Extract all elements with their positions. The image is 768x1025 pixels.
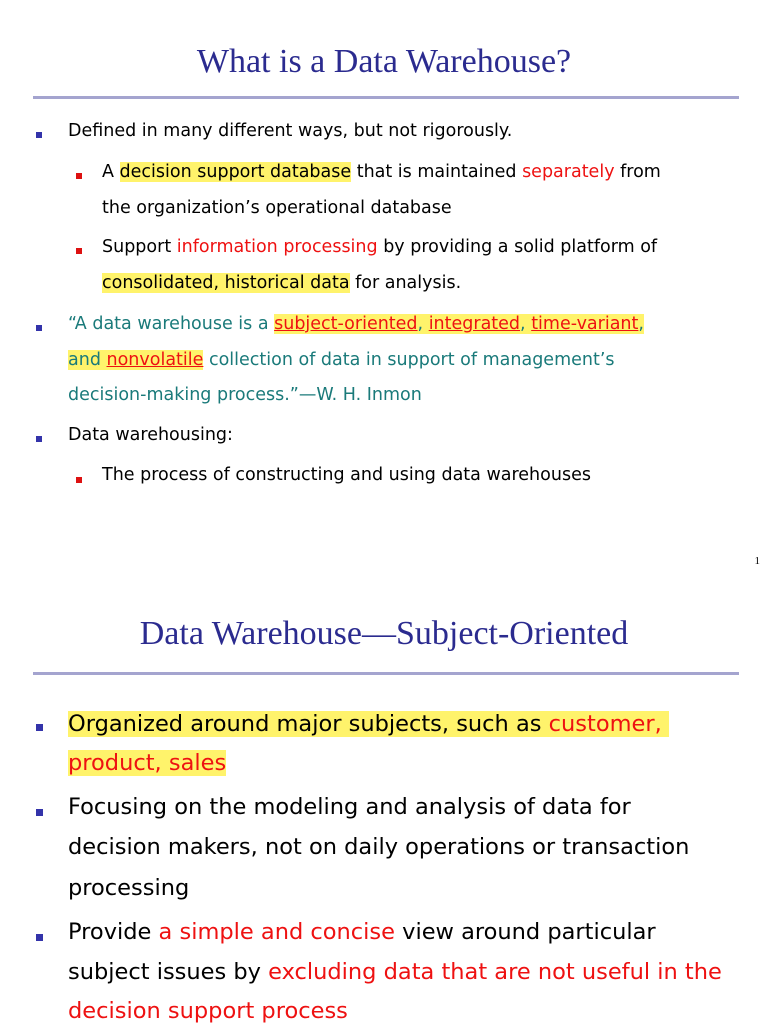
bullet-icon bbox=[36, 436, 42, 442]
bullet-text bbox=[68, 918, 656, 946]
slide-2-title: Data Warehouse—Subject-Oriented bbox=[139, 615, 629, 652]
text-run: Support bbox=[102, 237, 177, 257]
text-run: , bbox=[520, 314, 532, 334]
bullet-icon bbox=[36, 132, 42, 138]
text-run: , bbox=[417, 314, 429, 334]
emphasis-text: information processing bbox=[176, 237, 378, 257]
text-run: for analysis. bbox=[349, 273, 462, 293]
emphasis-text: separately bbox=[522, 162, 615, 182]
bullet-icon bbox=[36, 934, 43, 941]
sub-bullet-text-continued bbox=[102, 272, 461, 294]
sub-bullet-text: The process of constructing and using data warehouses bbox=[102, 465, 591, 485]
sub-bullet-icon bbox=[76, 477, 82, 483]
emphasis-text: customer, bbox=[548, 711, 662, 737]
highlight-text: decision support database bbox=[119, 162, 352, 182]
emphasis-text: subject-oriented bbox=[274, 314, 418, 334]
bullet-text: Defined in many different ways, but not rigorously. bbox=[68, 121, 513, 141]
text-run: and bbox=[68, 350, 107, 370]
sub-bullet-text-continued: the organization’s operational database bbox=[102, 198, 452, 218]
emphasis-text: a simple and concise bbox=[158, 919, 395, 945]
text-run: Provide bbox=[68, 919, 159, 945]
emphasis-text: integrated bbox=[428, 314, 521, 334]
highlight-text: consolidated, historical data bbox=[102, 273, 350, 293]
text-run: view around particular bbox=[394, 919, 656, 945]
text-run: subject issues by bbox=[68, 959, 269, 985]
slide-1-title: What is a Data Warehouse? bbox=[196, 43, 572, 80]
sub-bullet-text bbox=[102, 161, 661, 183]
text-run: from bbox=[614, 162, 661, 182]
highlight-text: product, sales bbox=[68, 750, 227, 776]
bullet-text-continued bbox=[68, 958, 722, 986]
text-run: A bbox=[102, 162, 120, 182]
text-run: , bbox=[638, 314, 644, 334]
slide-2 bbox=[0, 584, 768, 1024]
quote-text bbox=[68, 313, 644, 335]
quote-text-continued: decision-making process.”—W. H. Inmon bbox=[68, 385, 422, 405]
quote-text-continued bbox=[68, 349, 615, 371]
bullet-text: Data warehousing: bbox=[68, 425, 233, 445]
title-rule bbox=[33, 672, 739, 675]
text-run: by providing a solid platform of bbox=[377, 237, 658, 257]
bullet-text: Focusing on the modeling and analysis of data for bbox=[68, 794, 631, 820]
sub-bullet-text bbox=[102, 236, 657, 258]
highlight-text bbox=[68, 711, 669, 737]
bullet-text-continued: processing bbox=[68, 875, 190, 901]
bullet-icon bbox=[36, 325, 42, 331]
title-rule bbox=[33, 96, 739, 99]
sub-bullet-icon bbox=[76, 173, 82, 179]
page-number: 1 bbox=[754, 555, 760, 567]
bullet-text-continued: decision makers, not on daily operations or transaction bbox=[68, 834, 690, 860]
bullet-icon bbox=[36, 809, 43, 816]
emphasis-text: nonvolatile bbox=[106, 350, 204, 370]
bullet-text-continued: decision support process bbox=[68, 998, 348, 1024]
emphasis-text: excluding data that are not useful in the bbox=[268, 959, 722, 985]
text-run: “A data warehouse is a bbox=[68, 314, 275, 334]
bullet-text bbox=[68, 710, 669, 738]
text-run: collection of data in support of management’s bbox=[203, 350, 615, 370]
bullet-text-continued bbox=[68, 749, 226, 777]
sub-bullet-icon bbox=[76, 248, 82, 254]
text-run: that is maintained bbox=[351, 162, 523, 182]
text-run: Organized around major subjects, such as bbox=[68, 711, 549, 737]
bullet-icon bbox=[36, 724, 43, 731]
emphasis-text: time-variant bbox=[531, 314, 639, 334]
